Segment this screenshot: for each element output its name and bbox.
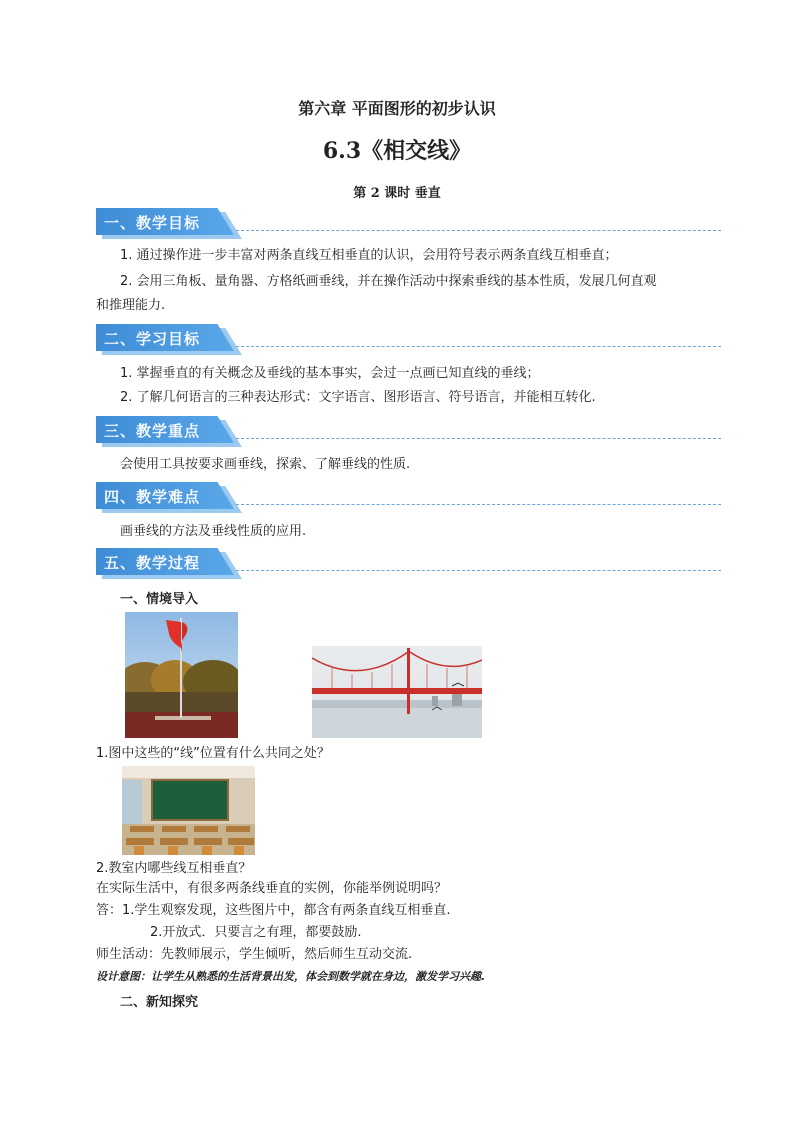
section-label: 五、教学过程 <box>104 554 201 572</box>
section-label: 二、学习目标 <box>104 330 201 348</box>
flag-photo <box>125 612 238 738</box>
section-header-learning-goals <box>96 324 721 354</box>
question-1: 1.图中这些的“线”位置有什么共同之处？ <box>96 746 330 761</box>
lesson-subtitle: 第 2 课时 垂直 <box>353 186 441 201</box>
answer-2: 2.开放式．只要言之有理，都要鼓励. <box>150 925 362 940</box>
bridge-photo <box>312 646 482 738</box>
activity-text: 师生活动：先教师展示，学生倾听，然后师生互动交流. <box>96 947 413 962</box>
goal-item-2: 2. 会用三角板、量角器、方格纸画垂线，并在操作活动中探索垂线的基本性质，发展几何直观 <box>120 274 657 289</box>
question-3: 在实际生活中，有很多两条线垂直的实例，你能举例说明吗？ <box>96 881 448 896</box>
subheading-situation: 一、情境导入 <box>120 592 199 607</box>
section-header-teaching-goals <box>96 208 721 238</box>
goal-item-1: 1. 通过操作进一步丰富对两条直线互相垂直的认识，会用符号表示两条直线互相垂直； <box>120 248 618 263</box>
classroom-photo <box>122 766 255 855</box>
learning-item-1: 1. 掌握垂直的有关概念及垂线的基本事实，会过一点画已知直线的垂线； <box>120 366 540 381</box>
page-title: 6.3《相交线》 <box>322 138 472 164</box>
section-header-difficulty <box>96 482 721 512</box>
subheading-new-knowledge: 二、新知探究 <box>120 995 199 1010</box>
section-header-process <box>96 548 721 578</box>
chapter-title: 第六章 平面图形的初步认识 <box>298 99 496 118</box>
section-label: 三、教学重点 <box>104 422 201 440</box>
learning-item-2: 2. 了解几何语言的三种表达形式：文字语言、图形语言、符号语言，并能相互转化. <box>120 390 596 405</box>
key-point-text: 会使用工具按要求画垂线，探索、了解垂线的性质. <box>120 457 411 472</box>
difficulty-text: 画垂线的方法及垂线性质的应用. <box>120 524 307 539</box>
design-intent: 设计意图：让学生从熟悉的生活背景出发，体会到数学就在身边，激发学习兴趣. <box>96 970 486 983</box>
question-2: 2.教室内哪些线互相垂直？ <box>96 861 252 876</box>
answer-1: 答：1.学生观察发现，这些图片中，都含有两条直线互相垂直. <box>96 903 451 918</box>
section-header-key-point <box>96 416 721 446</box>
section-label: 一、教学目标 <box>104 214 201 232</box>
goal-item-2-cont: 和推理能力. <box>96 298 166 313</box>
teacher-student-activity <box>96 943 716 967</box>
section-label: 四、教学难点 <box>104 488 201 506</box>
